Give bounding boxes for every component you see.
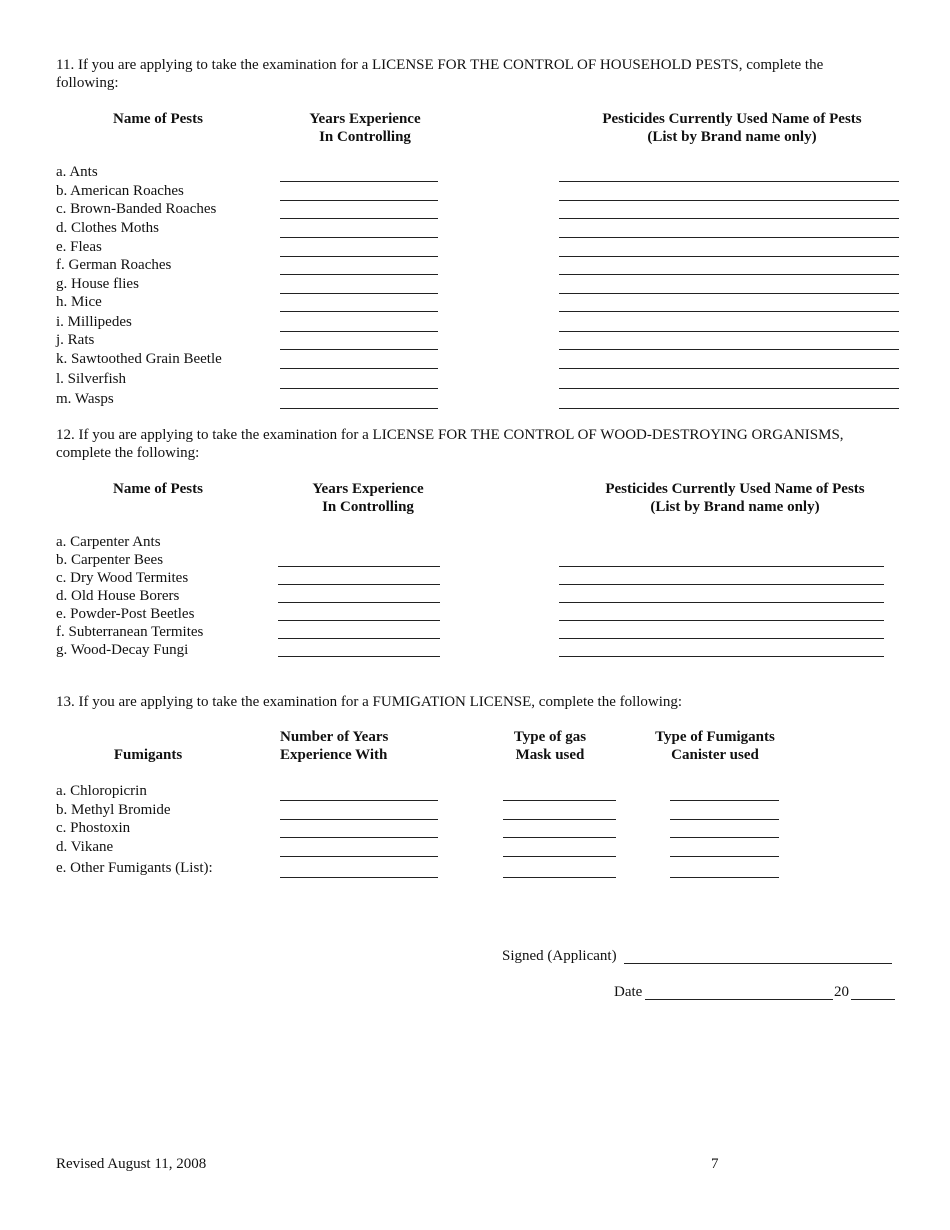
row-label: c. Brown-Banded Roaches: [56, 201, 217, 217]
pesticides-field[interactable]: [559, 620, 884, 621]
pesticides-field[interactable]: [559, 656, 884, 657]
row-label: e. Fleas: [56, 239, 102, 255]
s13-header-gas-line2: Mask used: [515, 747, 585, 763]
pesticides-field[interactable]: [559, 602, 884, 603]
date-field[interactable]: [645, 999, 833, 1000]
s12-header-name: [96, 480, 220, 498]
row-label: i. Millipedes: [56, 314, 132, 330]
pesticides-field[interactable]: [559, 311, 899, 312]
row-label: a. Ants: [56, 164, 98, 180]
s13-header-fumigants: [86, 746, 210, 764]
years-experience-field[interactable]: [280, 819, 438, 820]
row-label: h. Mice: [56, 294, 102, 310]
row-label: j. Rats: [56, 332, 95, 348]
canister-field[interactable]: [670, 800, 779, 801]
years-experience-field[interactable]: [278, 602, 440, 603]
years-experience-field[interactable]: [278, 620, 440, 621]
gas-mask-field[interactable]: [503, 877, 616, 878]
s11-header-pesticides-line1: Pesticides Currently Used Name of Pests: [602, 111, 862, 127]
s12-header-pesticides-line1: Pesticides Currently Used Name of Pests: [605, 481, 865, 497]
canister-field[interactable]: [670, 819, 779, 820]
years-experience-field[interactable]: [280, 408, 438, 409]
row-label: b. Methyl Bromide: [56, 802, 171, 818]
canister-field[interactable]: [670, 837, 779, 838]
s12-header-years: [293, 480, 443, 516]
s12-header-pesticides: [590, 480, 880, 516]
years-experience-field[interactable]: [280, 311, 438, 312]
pesticides-field[interactable]: [559, 368, 899, 369]
s13-header-canister: [645, 728, 785, 764]
row-label: e. Other Fumigants (List):: [56, 860, 213, 876]
row-label: e. Powder-Post Beetles: [56, 606, 195, 622]
pesticides-field[interactable]: [559, 181, 899, 182]
row-label: d. Old House Borers: [56, 588, 180, 604]
page-number: 7: [711, 1156, 719, 1172]
section-11-intro: 11. If you are applying to take the examination for a LICENSE FOR THE CONTROL OF HOUSEHOLD PESTS, complete the following:: [56, 57, 824, 91]
revised-date: Revised August 11, 2008: [56, 1156, 207, 1172]
years-experience-field[interactable]: [278, 638, 440, 639]
years-experience-field[interactable]: [278, 656, 440, 657]
pesticides-field[interactable]: [559, 408, 899, 409]
s13-header-years: [280, 728, 388, 764]
years-experience-field[interactable]: [280, 293, 438, 294]
s11-header-years-line1: Years Experience: [309, 111, 421, 127]
years-experience-field[interactable]: [280, 800, 438, 801]
s11-header-years-line2: In Controlling: [319, 129, 411, 145]
years-experience-field[interactable]: [280, 837, 438, 838]
row-label: b. Carpenter Bees: [56, 552, 164, 568]
pesticides-field[interactable]: [559, 331, 899, 332]
years-experience-field[interactable]: [280, 856, 438, 857]
years-experience-field[interactable]: [278, 584, 440, 585]
pesticides-field[interactable]: [559, 218, 899, 219]
row-label: b. American Roaches: [56, 183, 184, 199]
years-experience-field[interactable]: [278, 566, 440, 567]
s13-header-gas-line1: Type of gas: [513, 729, 587, 745]
s11-header-years: [290, 110, 440, 146]
years-experience-field[interactable]: [280, 218, 438, 219]
gas-mask-field[interactable]: [503, 819, 616, 820]
signed-applicant-label: Signed (Applicant): [502, 948, 617, 964]
years-experience-field[interactable]: [280, 368, 438, 369]
years-experience-field[interactable]: [280, 256, 438, 257]
row-label: k. Sawtoothed Grain Beetle: [56, 351, 222, 367]
s13-header-canister-line1: Type of Fumigants: [655, 729, 775, 745]
row-label: c. Phostoxin: [56, 820, 131, 836]
s13-header-years-line2: Experience With: [280, 747, 388, 763]
s12-header-pesticides-line2: (List by Brand name only): [650, 499, 820, 515]
s13-header-canister-line2: Canister used: [671, 747, 759, 763]
years-experience-field[interactable]: [280, 181, 438, 182]
years-experience-field[interactable]: [280, 274, 438, 275]
pesticides-field[interactable]: [559, 349, 899, 350]
years-experience-field[interactable]: [280, 388, 438, 389]
gas-mask-field[interactable]: [503, 837, 616, 838]
years-experience-field[interactable]: [280, 237, 438, 238]
pesticides-field[interactable]: [559, 237, 899, 238]
row-label: m. Wasps: [56, 391, 114, 407]
row-label: a. Chloropicrin: [56, 783, 147, 799]
pesticides-field[interactable]: [559, 293, 899, 294]
pesticides-field[interactable]: [559, 638, 884, 639]
row-label: c. Dry Wood Termites: [56, 570, 189, 586]
s11-header-name-text: Name of Pests: [113, 111, 203, 127]
signature-field[interactable]: [624, 963, 892, 964]
year-field[interactable]: [851, 999, 895, 1000]
row-label: d. Vikane: [56, 839, 114, 855]
years-experience-field[interactable]: [280, 349, 438, 350]
gas-mask-field[interactable]: [503, 800, 616, 801]
section-12-intro: 12. If you are applying to take the examination for a LICENSE FOR THE CONTROL OF WOOD-DESTROYING ORGANISMS, complete the following:: [56, 427, 844, 461]
canister-field[interactable]: [670, 856, 779, 857]
section-13-intro: 13. If you are applying to take the examination for a FUMIGATION LICENSE, complete the following:: [56, 694, 683, 710]
s11-header-pesticides: [582, 110, 882, 146]
gas-mask-field[interactable]: [503, 856, 616, 857]
years-experience-field[interactable]: [280, 200, 438, 201]
s13-header-years-line1: Number of Years: [280, 729, 389, 745]
row-label: f. German Roaches: [56, 257, 172, 273]
s11-header-pesticides-line2: (List by Brand name only): [647, 129, 817, 145]
row-label: g. Wood-Decay Fungi: [56, 642, 189, 658]
s12-header-years-line1: Years Experience: [312, 481, 424, 497]
years-experience-field[interactable]: [280, 331, 438, 332]
year-prefix: 20: [834, 984, 849, 1000]
pesticides-field[interactable]: [559, 274, 899, 275]
years-experience-field[interactable]: [280, 877, 438, 878]
s13-header-fumigants-text: Fumigants: [113, 747, 183, 763]
date-label: Date: [614, 984, 643, 1000]
s13-header-gas-mask: [490, 728, 610, 764]
row-label: g. House flies: [56, 276, 139, 292]
row-label: f. Subterranean Termites: [56, 624, 204, 640]
pesticides-field[interactable]: [559, 566, 884, 567]
canister-field[interactable]: [670, 877, 779, 878]
pesticides-field[interactable]: [559, 200, 899, 201]
row-label: d. Clothes Moths: [56, 220, 159, 236]
pesticides-field[interactable]: [559, 584, 884, 585]
s12-header-years-line2: In Controlling: [322, 499, 414, 515]
row-label: l. Silverfish: [56, 371, 126, 387]
pesticides-field[interactable]: [559, 256, 899, 257]
s11-header-name: [96, 110, 220, 128]
row-label: a. Carpenter Ants: [56, 534, 161, 550]
pesticides-field[interactable]: [559, 388, 899, 389]
s12-header-name-text: Name of Pests: [113, 481, 203, 497]
